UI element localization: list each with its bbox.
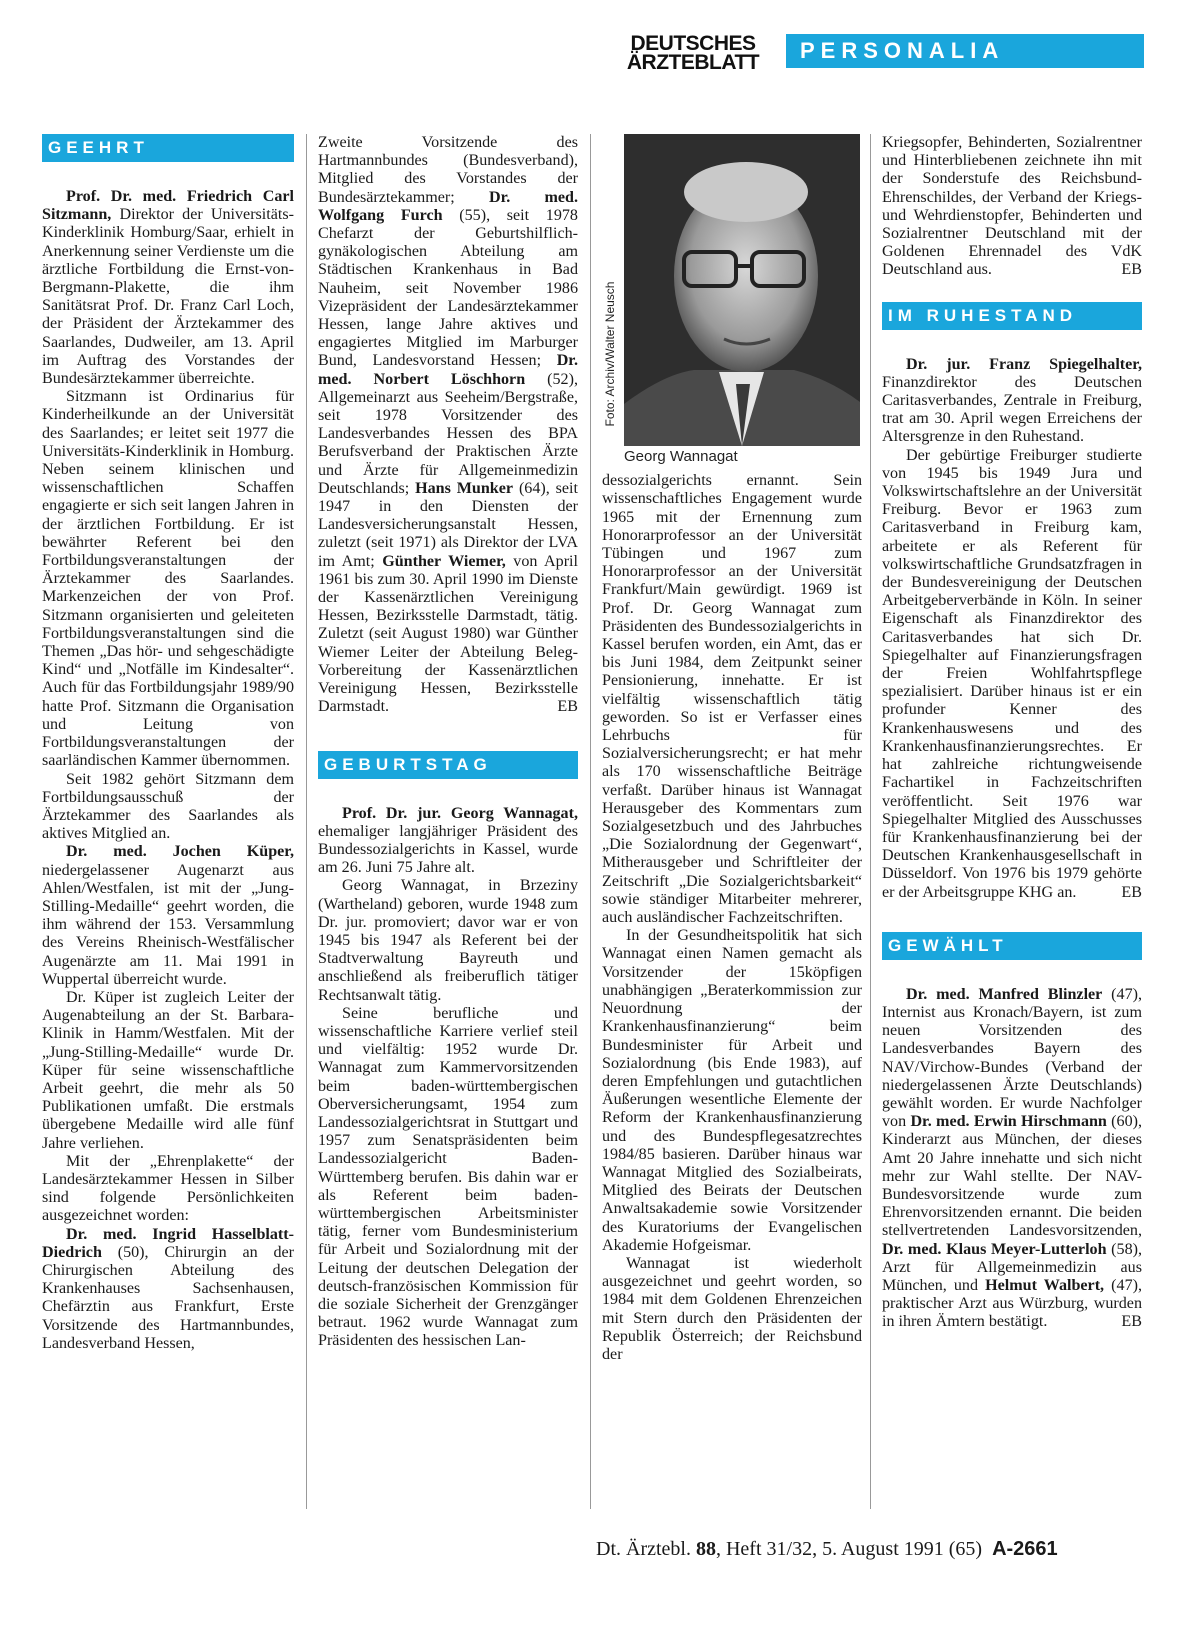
heading-geburtstag: GEBURTSTAG xyxy=(318,751,578,779)
paragraph: Mit der „Ehrenplakette“ der Landesärztekammer Hessen in Silber sind folgende Persönlichkeiten ausgezeichnet worden: xyxy=(42,1152,294,1225)
portrait-illustration xyxy=(624,134,860,446)
column-divider xyxy=(306,134,307,1509)
portrait-photo xyxy=(602,134,860,446)
person-name: Dr. med. Norbert Löschhorn xyxy=(318,352,578,388)
volume: 88 xyxy=(695,1538,716,1560)
signature: EB xyxy=(1121,261,1142,279)
person-name: Hans Munker xyxy=(415,479,514,497)
paragraph: Sitzmann ist Ordinarius für Kinderheilkunde an der Universität des Saarlandes; er leitet seit 1977 die Universitäts-Kinderklinik in Homburg. Neben seinem klinischen und wissenschaftlichen Schaffen engagierte er sich seit langen Jahren in der ärztlichen Fortbildung. Er ist bewährter Referent bei den Fortbildungsveranstaltungen der Ärztekammer des Saarlandes. Markenzeichen der von Prof. Sitzmann organisierten und geleiteten Fortbildungsveranstaltungen sind die Themen „Das hör- und sehgeschädigte Kind“ und „Notfälle im Kindesalter“. Auch für das Fortbildungsjahr 1989/90 hatte Prof. Sitzmann die Organisation und Leitung von Fortbildungsveranstaltungen der saarländischen Kammer übernommen. xyxy=(42,388,294,770)
signature: EB xyxy=(557,698,578,716)
paragraph: Seine berufliche und wissenschaftliche Karriere verlief steil und vielfältig: 1952 wurde Dr. Wannagat zum Kammervorsitzenden beim baden-württembergischen Oberversicherungsamt, 1954 zum Landessozialgerichtsrat in Stuttgart und 1957 zum Senatspräsidenten beim Landessozialgericht Baden-Württemberg berufen. Bis dahin war er als Referent beim baden-württembergischen Arbeitsminister tätig, ferner vom Bundesministerium für Arbeit und Sozialordnung mit der Leitung der deutschen Delegation der deutsch-französischen Kommission für die soziale Sicherheit der Grenzgänger betraut. 1962 wurde Wannagat zum Präsidenten des hessischen Lan- xyxy=(318,1004,578,1350)
brand-logo xyxy=(608,34,778,72)
person-name: Prof. Dr. jur. Georg Wannagat, xyxy=(342,804,578,822)
column-1 xyxy=(42,134,294,1353)
signature: EB xyxy=(1121,883,1142,901)
heading-ruhestand: IM RUHESTAND xyxy=(882,302,1142,330)
paragraph: Zweite Vorsitzende des Hartmannbundes (Bundesverband), Mitglied des Vorstandes der Bundesärztekammer; Dr. med. Wolfgang Furch (55), seit 1978 Chefarzt der Geburtshilflich-gynäkologischen Abteilung am Städtischen Krankenhaus in Bad Nauheim, seit November 1986 Vizepräsident der Landesärztekammer Hessen, lange Jahre aktives und engagiertes Mitglied im Marburger Bund, Landesvorstand Hessen; Dr. med. Norbert Löschhorn (52), Allgemeinarzt aus Seeheim/Bergstraße, seit 1978 Vorsitzender des Landesverbandes Hessen des BPA Berufsverband der Praktischen Ärzte und Ärzte für Allgemeinmedizin Deutschlands; Hans Munker (64), seit 1947 in den Diensten der Landesversicherungsanstalt Hessen, zuletzt (seit 1971) als Direktor der LVA im Amt; Günther Wiemer, von April 1961 bis zum 30. April 1990 im Dienste der Kassenärztlichen Vereinigung Hessen, Bezirksstelle Darmstadt, tätig. Zuletzt (seit August 1980) war Günther Wiemer Leiter der Abteilung Beleg-Vorbereitung der Kassenärztlichen Vereinigung Hessen, Bezirksstelle Darmstadt. EB xyxy=(318,134,579,716)
column-2 xyxy=(318,134,578,1351)
journal-name: Dt. Ärztebl. xyxy=(596,1538,696,1560)
paragraph: Dr. med. Jochen Küper, niedergelassener Augenarzt aus Ahlen/Westfalen, ist mit der „Jung-Stilling-Medaille“ geehrt worden, die ihm während der 153. Versammlung des Vereins Rheinisch-Westfälischer Augenärzte am 11. Mai 1991 in Wuppertal überreicht wurde. xyxy=(42,843,294,988)
person-name: Dr. jur. Franz Spiegelhalter, xyxy=(906,355,1142,373)
person-name: Dr. med. Erwin Hirschmann xyxy=(910,1113,1107,1131)
person-name: Dr. med. Ingrid Hasselblatt-Diedrich xyxy=(42,1225,294,1261)
person-name: Dr. med. Wolfgang Furch xyxy=(318,188,578,224)
paragraph: Georg Wannagat, in Brzeziny (Wartheland) geboren, wurde 1948 zum Dr. jur. promoviert; davor war er von 1945 bis 1947 als Referent bei der Stadtverwaltung Bayreuth und anschließend als freiberuflich tätiger Rechtsanwalt tätig. xyxy=(318,877,578,1004)
masthead xyxy=(608,34,1144,74)
paragraph: dessozialgerichts ernannt. Sein wissenschaftliches Engagement wurde 1965 mit der Ernennung zum Honorarprofessor an der Universität Tübingen und 1967 zum Honorarprofessor an der Universität Frankfurt/Main gewürdigt. 1969 ist Prof. Dr. Georg Wannagat zum Präsidenten des Bundessozialgerichts in Kassel berufen worden, ein Amt, das er bis Juni 1984, dem Zeitpunkt seiner Pensionierung, innehatte. Er ist vielfältig wissenschaftlich tätig geworden. So ist er Verfasser eines Lehrbuchs für Sozialversicherungsrecht; er hat mehr als 170 wissenschaftliche Beiträge verfaßt. Darüber hinaus ist Wannagat Herausgeber des Kommentars zum Sozialgesetzbuch und des Jahrbuches „Die Sozialordnung der Gegenwart“, Mitherausgeber und Schriftleiter der Zeitschrift „Die Sozialgerichtsbarkeit“ sowie ständiger Mitarbeiter mehrerer, auch ausländischer Fachzeitschriften. xyxy=(602,472,862,927)
column-4 xyxy=(882,134,1142,1332)
person-name: Dr. med. Jochen Küper, xyxy=(66,843,294,861)
heading-gewaehlt: GEWÄHLT xyxy=(882,932,1142,960)
paragraph: Dr. med. Ingrid Hasselblatt-Diedrich (50), Chirurgin an der Chirurgischen Abteilung des Krankenhauses Sachsenhausen, Chefärztin aus Frankfurt, Erste Vorsitzende des Hartmannbundes, Landesverband Hessen, xyxy=(42,1225,294,1352)
paragraph: Dr. med. Manfred Blinzler (47), Internist aus Kronach/Bayern, ist zum neuen Vorsitzenden des Landesverbandes Bayern des NAV/Virchow-Bundes (Verband der niedergelassenen Ärzte Deutschlands) gewählt worden. Er wurde Nachfolger von Dr. med. Erwin Hirschmann (60), Kinderarzt aus München, der dieses Amt 20 Jahre innehatte und sich nicht mehr zur Wahl stellte. Der NAV-Bundesvorsitzende wurde zum Ehrenvorsitzenden ernannt. Die beiden stellvertretenden Landesvorsitzenden, Dr. med. Klaus Meyer-Lutterloh (58), Arzt für Allgemeinmedizin aus München, und Helmut Walbert, (47), praktischer Arzt aus Würzburg, wurden in ihren Ämtern bestätigt. EB xyxy=(882,985,1143,1331)
paragraph: Der gebürtige Freiburger studierte von 1945 bis 1949 Jura und Volkswirtschaftslehre an der Universität Freiburg. Bevor er 1963 zum Caritasverband in Freiburg kam, arbeitete er als Referent für volkswirtschaftliche Grundsatzfragen in der Bundesvereinigung der Deutschen Arbeitgeberverbände in Köln. In seiner Eigenschaft als Finanzdirektor des Caritasverbandes hat sich Dr. Spiegelhalter auf Finanzierungsfragen der Freien Wohlfahrtspflege spezialisiert. Darüber hinaus ist er ein profunder Kenner des Krankenhauswesens und des Krankenhausfinanzierungsrechtes. Er hat zahlreiche richtungweisende Fachartikel in Fachzeitschriften veröffentlicht. Seit 1976 war Spiegelhalter Mitglied des Ausschusses für Krankenhausfinanzierung bei der Deutschen Krankenhausgesellschaft in Düsseldorf. Von 1976 bis 1979 gehörte er der Arbeitsgruppe KHG an. EB xyxy=(882,446,1142,901)
page-footer xyxy=(596,1538,1144,1561)
column-3 xyxy=(602,134,862,1364)
photo-caption: Georg Wannagat xyxy=(624,448,738,465)
portrait-image xyxy=(624,134,860,446)
person-name: Helmut Walbert, xyxy=(985,1276,1105,1294)
column-divider xyxy=(590,134,591,1509)
paragraph: Dr. Küper ist zugleich Leiter der Augenabteilung an der St. Barbara-Klinik in Hamm/Westfalen. Mit der „Jung-Stilling-Medaille“ wurde Dr. Küper für seine wissenschaftliche Arbeit geehrt, die mehr als 50 Publikationen umfaßt. Die erstmals übergebene Medaille wird alle fünf Jahre verliehen. xyxy=(42,988,294,1152)
signature: EB xyxy=(1121,1313,1142,1331)
person-name: Prof. Dr. med. Friedrich Carl Sitzmann, xyxy=(42,188,294,224)
paragraph: Prof. Dr. jur. Georg Wannagat, ehemaliger langjähriger Präsident des Bundessozialgerichts in Kassel, wurde am 26. Juni 75 Jahre alt. xyxy=(318,804,578,877)
paragraph: Wannagat ist wiederholt ausgezeichnet und geehrt worden, so 1984 mit dem Goldenen Ehrenzeichen mit Stern durch den Präsidenten der Republik Österreich; der Reichsbund der xyxy=(602,1254,862,1363)
brand-line-1: DEUTSCHES xyxy=(630,32,756,55)
paragraph: Kriegsopfer, Behinderten, Sozialrentner und Hinterbliebenen zeichnete ihn mit der Sonderstufe des Reichsbund-Ehrenschildes, der Verband der Kriegs- und Wehrdienstopfer, Behinderten und Sozialrentner Deutschland mit der Goldenen Ehrennadel des VdK Deutschland aus. EB xyxy=(882,134,1142,279)
paragraph: Seit 1982 gehört Sitzmann dem Fortbildungsausschuß der Ärztekammer des Saarlandes als aktives Mitglied an. xyxy=(42,770,294,843)
page-number: A-2661 xyxy=(992,1538,1058,1560)
person-name: Dr. med. Klaus Meyer-Lutterloh xyxy=(882,1240,1107,1258)
photo-credit: Foto: Archiv/Walter Neusch xyxy=(602,281,617,427)
paragraph: Dr. jur. Franz Spiegelhalter, Finanzdirektor des Deutschen Caritasverbandes, Zentrale in Freiburg, trat am 30. April wegen Erreichens der Altersgrenze in den Ruhestand. xyxy=(882,355,1142,446)
person-name: Dr. med. Manfred Blinzler xyxy=(906,985,1103,1003)
column-divider xyxy=(870,134,871,1509)
brand-line-2: ÄRZTEBLATT xyxy=(626,51,760,74)
section-banner: PERSONALIA xyxy=(786,34,1144,68)
heading-geehrt: GEEHRT xyxy=(42,134,294,162)
paragraph: Prof. Dr. med. Friedrich Carl Sitzmann, Direktor der Universitäts-Kinderklinik Homburg/Saar, erhielt in Anerkennung seiner Verdienste um die ärztliche Fortbildung die Ernst-von-Bergmann-Plakette, die ihm Sanitätsrat Prof. Dr. Franz Carl Loch, der Präsident der Ärztekammer des Saarlandes, Dudweiler, am 13. April im Auftrag des Vorstandes der Bundesärztekammer überreichte. xyxy=(42,188,294,388)
issue-info: , Heft 31/32, 5. August 1991 (65) xyxy=(715,1538,983,1560)
person-name: Günther Wiemer, xyxy=(382,552,506,570)
paragraph: In der Gesundheitspolitik hat sich Wannagat einen Namen gemacht als Vorsitzender der 15köpfigen unabhängigen „Beraterkommission zur Neuordnung der Krankenhausfinanzierung“ beim Bundesminister für Arbeit und Sozialordnung (bis Ende 1983), auf deren Empfehlungen und gutachtlichen Äußerungen wesentliche Elemente der Reform der Krankenhausfinanzierung und des Bundespflegesatzrechtes 1984/85 basieren. Darüber hinaus war Wannagat Mitglied des Sozialbeirats, Mitglied des Beirats der Deutschen Anwaltsakademie sowie Vorsitzender des Kuratoriums der Evangelischen Akademie Hofgeismar. xyxy=(602,927,862,1254)
